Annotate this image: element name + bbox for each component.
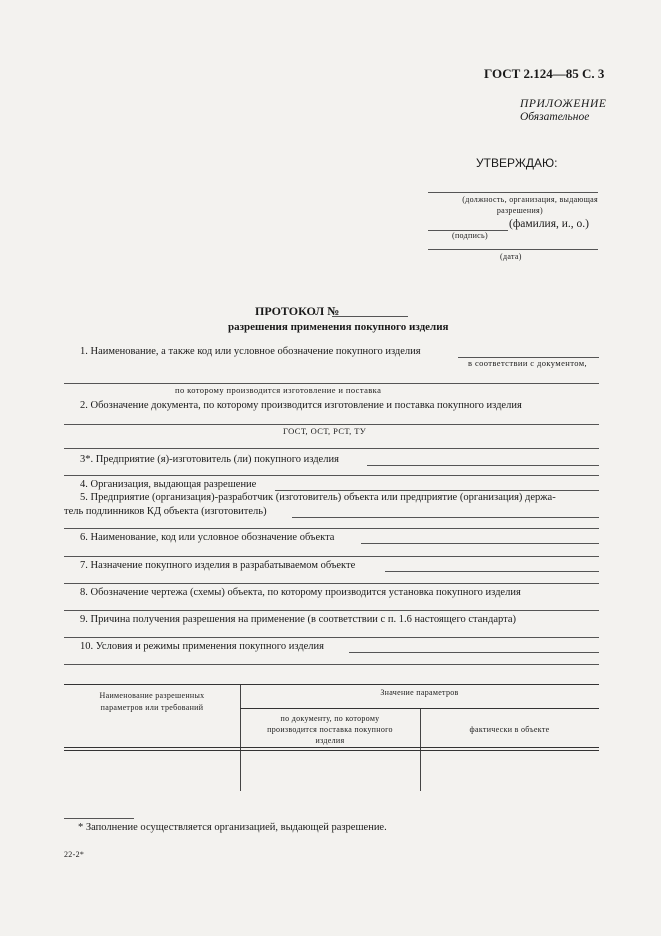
col1-header-line2: параметров или требований	[100, 703, 204, 712]
name-caption: (фамилия, и., о.)	[509, 218, 589, 230]
col2-header-line1: по документу, по которому	[280, 714, 380, 723]
signature-caption: (подпись)	[452, 231, 488, 240]
item-9-line	[64, 637, 599, 638]
item-7-line-a	[385, 571, 599, 572]
item-10-line-a	[349, 652, 599, 653]
item-6-line-b	[64, 556, 599, 557]
item-4-line	[275, 490, 599, 491]
item-1-caption-b: по которому производится изготовление и поставка	[175, 385, 382, 395]
protocol-title: ПРОТОКОЛ №	[255, 304, 340, 318]
position-caption	[428, 195, 598, 215]
item-10-label: 10. Условия и режимы применения покупного изделия	[80, 641, 324, 652]
table-group-header: Значение параметров	[380, 688, 459, 697]
position-line	[428, 192, 598, 193]
standard-page-number: ГОСТ 2.124—85 С. 3	[484, 66, 605, 81]
item-1-line-b	[64, 383, 599, 384]
appendix-type: Обязательное	[520, 111, 590, 123]
col2-header-line3: изделия	[315, 736, 345, 745]
protocol-subtitle: разрешения применения покупного изделия	[228, 321, 449, 333]
item-5-line-b	[64, 528, 599, 529]
col2-header-line2: производится поставка покупного	[267, 725, 393, 734]
item-3-line-b	[64, 475, 599, 476]
item-2-line-a	[64, 424, 599, 425]
item-2-label: 2. Обозначение документа, по которому производится изготовление и поставка покупного изделия	[80, 400, 522, 411]
item-2-caption: ГОСТ, ОСТ, РСТ, ТУ	[283, 426, 367, 436]
date-caption: (дата)	[500, 252, 522, 261]
item-3-label: 3*. Предприятие (я)-изготовитель (ли) покупного изделия	[80, 454, 339, 465]
table-header-rule-1	[64, 747, 599, 748]
position-caption-line2: разрешения)	[496, 206, 543, 215]
date-line	[428, 249, 598, 250]
table-header-rule-2	[64, 750, 599, 751]
item-1-label: 1. Наименование, а также код или условное обозначение покупного изделия	[80, 346, 421, 357]
sheet-mark: 22-2*	[64, 850, 85, 859]
protocol-number-line	[332, 316, 408, 317]
item-8-label: 8. Обозначение чертежа (схемы) объекта, по которому производится установка покупного изделия	[80, 587, 521, 598]
table-col1-header	[64, 690, 240, 714]
table-top-border	[64, 684, 599, 685]
item-5-line-a	[292, 517, 599, 518]
item-8-line	[64, 610, 599, 611]
item-4-label: 4. Организация, выдающая разрешение	[80, 479, 257, 490]
table-col3-header: фактически в объекте	[469, 725, 550, 734]
footnote-separator	[64, 818, 134, 819]
col1-header-line1: Наименование разрешенных	[99, 691, 205, 700]
approval-title: УТВЕРЖДАЮ:	[476, 156, 558, 170]
appendix-label: ПРИЛОЖЕНИЕ	[520, 98, 607, 110]
table-col2-header	[240, 713, 420, 746]
item-7-line-b	[64, 583, 599, 584]
item-1-caption-a: в соответствии с документом,	[468, 358, 588, 368]
item-10-line-b	[64, 664, 599, 665]
item-2-line-b	[64, 448, 599, 449]
item-5-label-line2: тель подлинников КД объекта (изготовитель)	[64, 506, 267, 517]
footnote: * Заполнение осуществляется организацией, выдающей разрешение.	[78, 822, 387, 833]
item-6-line-a	[361, 543, 599, 544]
item-7-label: 7. Назначение покупного изделия в разрабатываемом объекте	[80, 560, 356, 571]
item-5-label-line1: 5. Предприятие (организация)-разработчик (изготовитель) объекта или предприятие (организация) держа-	[80, 492, 556, 503]
item-3-line-a	[367, 465, 599, 466]
item-9-label: 9. Причина получения разрешения на применение (в соответствии с п. 1.6 настоящего стандарта)	[80, 614, 517, 625]
position-caption-line1: (должность, организация, выдающая	[462, 195, 598, 204]
item-6-label: 6. Наименование, код или условное обозначение объекта	[80, 532, 335, 543]
